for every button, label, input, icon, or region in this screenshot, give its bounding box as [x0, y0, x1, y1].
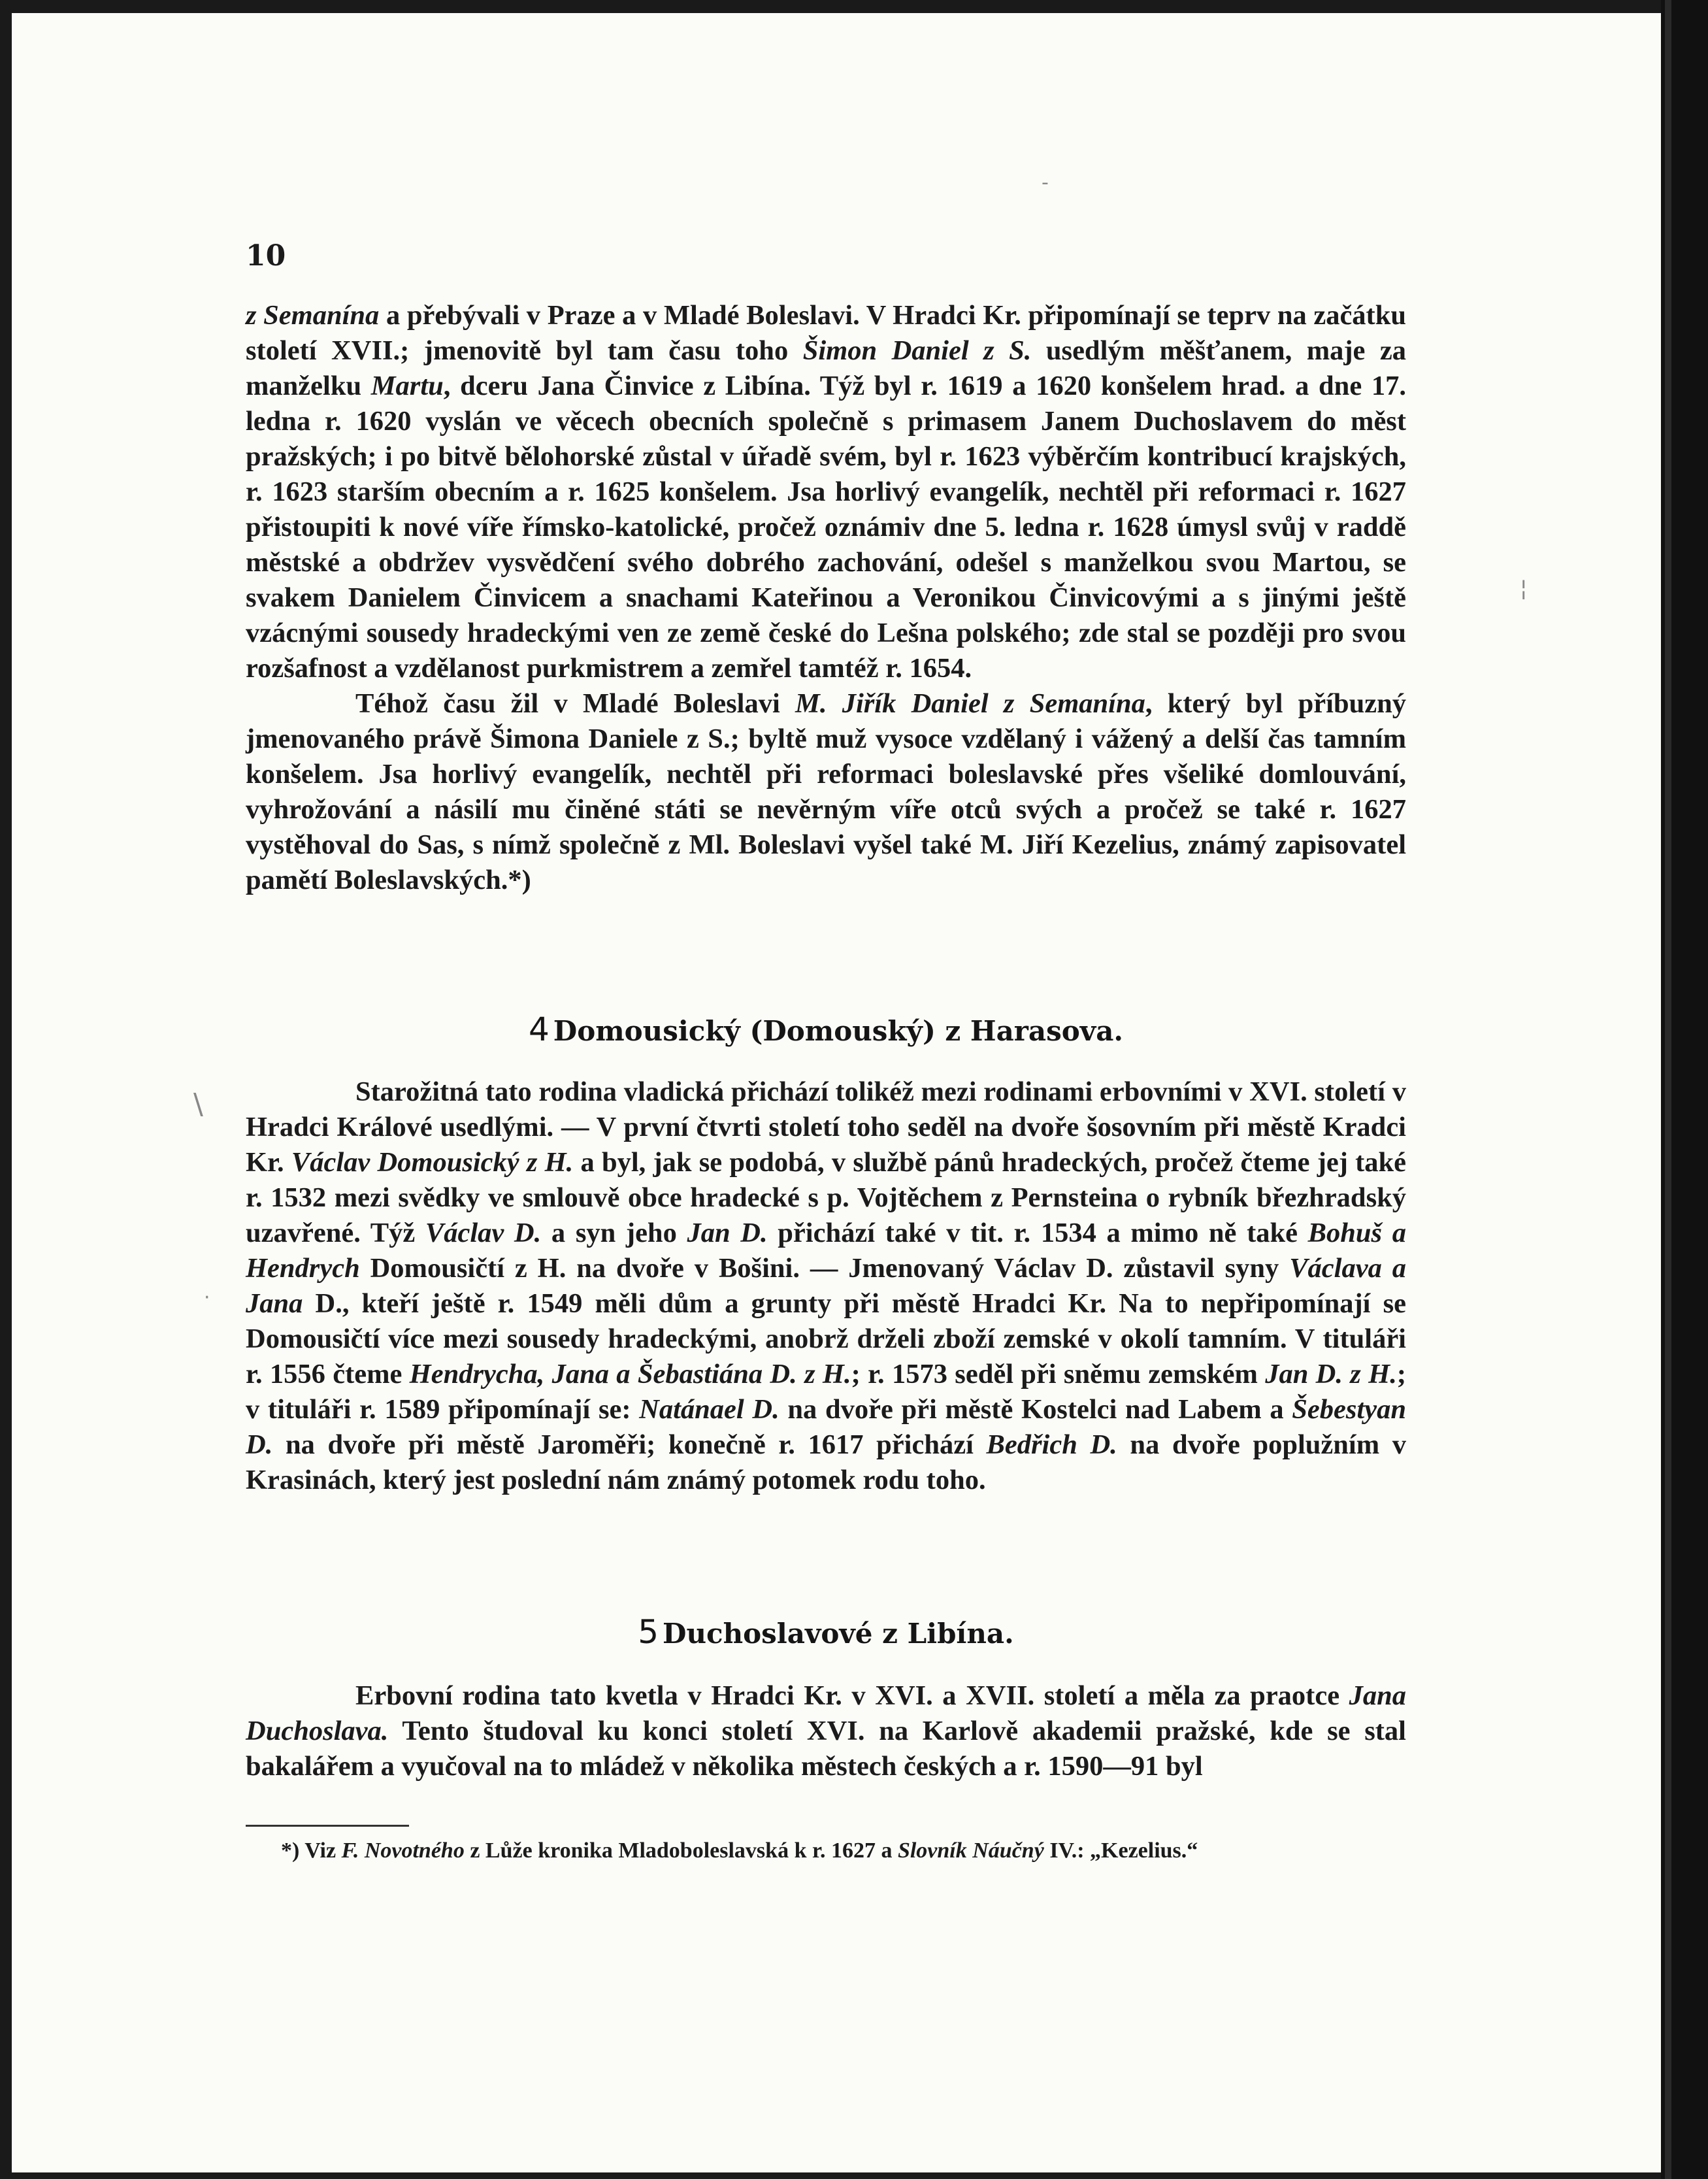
body-text-bottom [246, 1678, 1406, 1784]
section-heading [246, 1613, 1406, 1651]
italic-name: Václava a Jana [246, 1253, 1406, 1319]
scan-speck: - [1042, 171, 1049, 194]
italic-name: Martu [370, 371, 444, 401]
handwritten-number: 4 [528, 1010, 550, 1048]
italic-name: Šimon Daniel z S. [802, 335, 1032, 366]
footnote: *) Viz F. Novotného z Lůže kronika Mladoboleslavská k r. 1627 a Slovník Náučný IV.: „Kezelius.“ [281, 1838, 1198, 1863]
italic-name: Bedřich D. [986, 1429, 1117, 1460]
body-text-middle [246, 1074, 1406, 1498]
footnote-rule [246, 1825, 409, 1827]
page-number: 10 [246, 239, 286, 273]
italic-name: Slovník Náučný [897, 1838, 1044, 1863]
section-heading [246, 1010, 1406, 1048]
body-text-top [246, 298, 1406, 898]
italic-name: Bohuš a Hendrych [246, 1218, 1406, 1284]
italic-name: Jan D. [687, 1218, 768, 1248]
italic-name: Natánael D. [639, 1394, 780, 1425]
italic-name: Šebestyan D. [246, 1394, 1407, 1460]
scan-speck: ¦ [1520, 575, 1528, 601]
paragraph: Téhož času žil v Mladé Boleslavi M. Jiřík Daniel z Semanína, který byl příbuzný jmenovaného právě Šimona Daniele z S.; byltě muž vysoce vzdělaný i vážený a delší čas tamním konšelem. Jsa horlivý evangelík, nechtěl při reformaci boleslavské přes všeliké domlouvání, vyhrožování a násilí mu činěné státi se nevěrným víře otců svých a pročež se také r. 1627 vystěhoval do Sas, s nímž společně z Ml. Boleslavi vyšel také M. Jiří Kezelius, známý zapisovatel pamětí Boleslavských.*) [246, 688, 1406, 895]
italic-name: Jana Duchoslava. [246, 1680, 1406, 1746]
italic-name: Hendrycha, Jana a Šebastiána D. z H. [409, 1359, 851, 1389]
scan-speck: \ [193, 1088, 203, 1121]
paragraph: Starožitná tato rodina vladická přichází tolikéž mezi rodinami erbovními v XVI. století v Hradci Králové usedlými. — V první čtvrti století toho seděl na dvoře šosovním při městě Kradci Kr. Václav Domousický z H. a byl, jak se podobá, v službě pánů hradeckých, pročež čteme jej také r. 1532 mezi svědky ve smlouvě obce hradecké s p. Vojtěchem z Pernsteina o rybník březhradský uzavřené. Týž Václav D. a syn jeho Jan D. přichází také v tit. r. 1534 a mimo ně také Bohuš a Hendrych Domousičtí z H. na dvoře v Bošini. — Jmenovaný Václav D. zůstavil syny Václava a Jana D., kteří ještě r. 1549 měli dům a grunty při městě Hradci Kr. Na to nepřipomínají se Domousičtí více mezi sousedy hradeckými, anobrž drželi zboží zemské v okolí tamním. V tituláři r. 1556 čteme Hendrycha, Jana a Šebastiána D. z H.; r. 1573 seděl při sněmu zemském Jan D. z H.; v tituláři r. 1589 připomínají se: Natánael D. na dvoře při městě Kostelci nad Labem a Šebestyan D. na dvoře při městě Jaroměři; konečně r. 1617 přichází Bedřich D. na dvoře poplužním v Krasinách, který jest poslední nám známý potomek rodu toho. [246, 1076, 1407, 1495]
scan-edge [1661, 0, 1708, 2179]
italic-name: F. Novotného [341, 1838, 465, 1863]
heading-title: Duchoslavové z Libína. [663, 1618, 1014, 1650]
paragraph: z Semanína a přebývali v Praze a v Mladé Boleslavi. V Hradci Kr. připomínají se teprv na začátku století XVII.; jmenovitě byl tam času toho Šimon Daniel z S. usedlým měšťanem, maje za manželku Martu, dceru Jana Činvice z Libína. Týž byl r. 1619 a 1620 konšelem hrad. a dne 17. ledna r. 1620 vyslán ve věcech obecních společně s primasem Janem Duchoslavem do měst pražských; i po bitvě bělohorské zůstal v úřadě svém, byl r. 1623 výběrčím kontribucí krajských, r. 1623 starším obecním a r. 1625 konšelem. Jsa horlivý evangelík, nechtěl při reformaci r. 1627 přistoupiti k nové víře římsko-katolické, pročež oznámiv dne 5. ledna r. 1628 úmysl svůj v raddě městské a obdržev vysvědčení svého dobrého zachování, odešel s manželkou svou Martou, se svakem Danielem Činvicem a snachami Kateřinou a Veronikou Činvicovými a s jinými ještě vzácnými sousedy hradeckými ven ze země české do Lešna polského; zde stal se později pro svou rozšafnost a vzdělanost purkmistrem a zemřel tamtéž r. 1654. [246, 300, 1406, 684]
handwritten-number: 5 [638, 1613, 659, 1651]
italic-name: Václav Domousický z H. [291, 1147, 574, 1178]
italic-name: Jan D. z H. [1265, 1359, 1397, 1389]
scan-speck: · [204, 1286, 210, 1309]
italic-name: M. Jiřík Daniel z Semanína [795, 688, 1145, 719]
italic-name: Václav D. [425, 1218, 542, 1248]
paragraph: Erbovní rodina tato kvetla v Hradci Kr. v XVI. a XVII. století a měla za praotce Jana Duchoslava. Tento študoval ku konci století XVI. na Karlově akademii pražské, kde se stal bakalářem a vyučoval na to mládež v několika městech českých a r. 1590—91 byl [246, 1680, 1406, 1782]
heading-title: Domousický (Domouský) z Harasova. [553, 1015, 1124, 1047]
italic-name: z Semanína [246, 300, 380, 331]
